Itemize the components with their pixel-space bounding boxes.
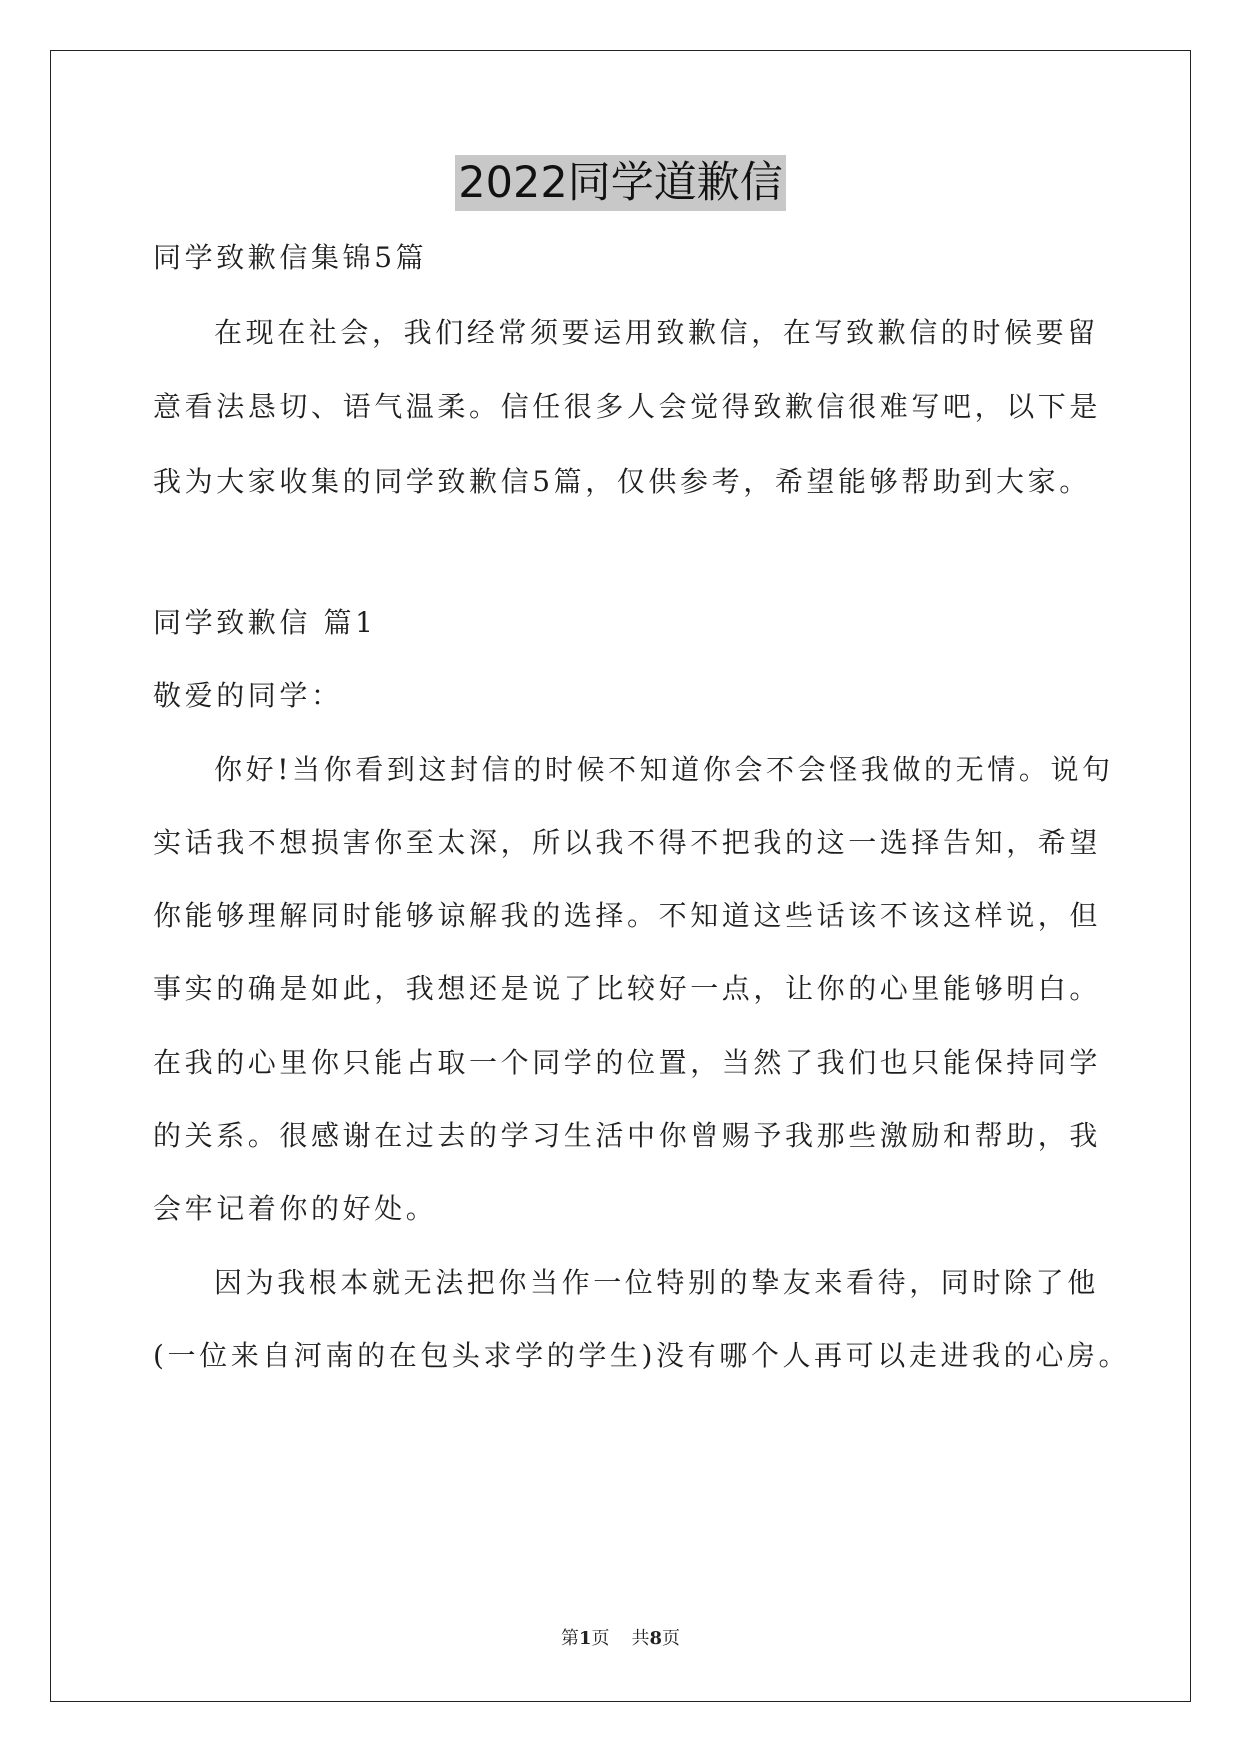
page-footer — [0, 1626, 1241, 1652]
total-page-count: 8 — [649, 1628, 663, 1649]
intro-line: 我为大家收集的同学致歉信5篇，仅供参考，希望能够帮助到大家。 — [153, 465, 1091, 498]
document-title: 2022同学道歉信 — [455, 155, 785, 211]
page-border — [50, 50, 1191, 1702]
page-suffix: 页 — [591, 1628, 610, 1649]
body-line: 的关系。很感谢在过去的学习生活中你曾赐予我那些激励和帮助，我 — [153, 1119, 1102, 1152]
body-line: 会牢记着你的好处。 — [153, 1192, 438, 1225]
body-line: 在我的心里你只能占取一个同学的位置，当然了我们也只能保持同学 — [153, 1046, 1102, 1079]
salutation: 敬爱的同学： — [153, 679, 343, 712]
intro-line: 意看法恳切、语气温柔。信任很多人会觉得致歉信很难写吧，以下是 — [153, 390, 1102, 423]
total-suffix: 页 — [662, 1628, 681, 1649]
body-line: 事实的确是如此，我想还是说了比较好一点，让你的心里能够明白。 — [153, 972, 1102, 1005]
body-line: 因为我根本就无法把你当作一位特别的挚友来看待，同时除了他 — [214, 1266, 1099, 1299]
document-subtitle: 同学致歉信集锦5篇 — [153, 241, 428, 274]
total-prefix: 共 — [631, 1628, 650, 1649]
body-line: 你能够理解同时能够谅解我的选择。不知道这些话该不该这样说，但 — [153, 899, 1102, 932]
body-line: 你好!当你看到这封信的时候不知道你会不会怪我做的无情。说句 — [214, 753, 1114, 786]
body-line: 实话我不想损害你至太深，所以我不得不把我的这一选择告知，希望 — [153, 826, 1102, 859]
body-line: (一位来自河南的在包头求学的学生)没有哪个人再可以走进我的心房。 — [153, 1339, 1131, 1372]
page-prefix: 第 — [560, 1628, 579, 1649]
title-container — [0, 155, 1241, 211]
current-page-number: 1 — [578, 1628, 592, 1649]
section-heading: 同学致歉信 篇1 — [153, 606, 377, 639]
intro-line: 在现在社会，我们经常须要运用致歉信，在写致歉信的时候要留 — [214, 316, 1099, 349]
